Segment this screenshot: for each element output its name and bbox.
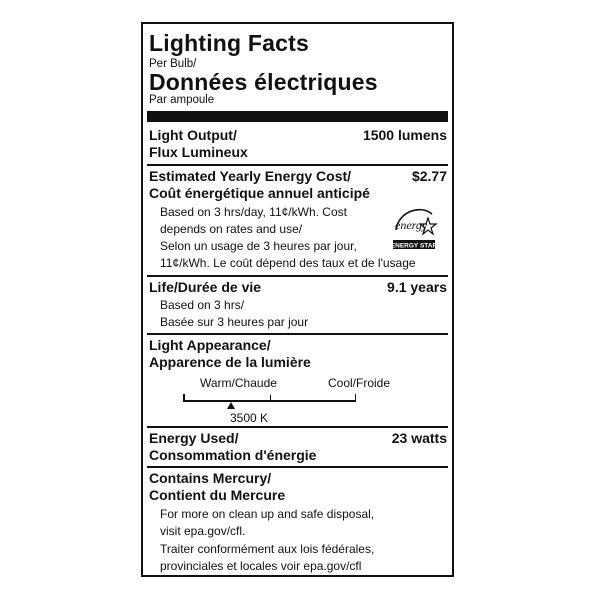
energy-cost-value: $2.77: [411, 168, 447, 184]
divider: [147, 426, 448, 428]
energy-cost-label-en: Estimated Yearly Energy Cost/: [149, 168, 352, 184]
light-output-label-en: Light Output/: [149, 127, 237, 143]
energy-used-value: 23 watts: [391, 430, 447, 446]
warm-label: Warm/Chaude: [200, 376, 277, 390]
mercury-label-fr: Contient du Mercure: [149, 487, 286, 503]
energy-used-label-en: Energy Used/: [149, 430, 239, 446]
mercury-note-2: visit epa.gov/cfl.: [160, 524, 246, 538]
light-output-label-fr: Flux Lumineux: [149, 144, 248, 160]
color-temperature-value: 3500 K: [230, 411, 269, 425]
per-bulb-french: Par ampoule: [149, 94, 215, 106]
header-divider: [147, 111, 448, 122]
per-bulb-english: Per Bulb/: [149, 58, 197, 70]
energy-cost-note-3: Selon un usage de 3 heures par jour,: [160, 239, 357, 253]
title-english: Lighting Facts: [149, 30, 309, 56]
life-label: Life/Durée de vie: [149, 279, 262, 295]
mercury-label-en: Contains Mercury/: [149, 470, 272, 486]
scale-end-tick: [355, 394, 357, 401]
divider: [147, 275, 448, 277]
mercury-note-4: provinciales et locales voir epa.gov/cfl: [160, 559, 362, 573]
mercury-note-1: For more on clean up and safe disposal,: [160, 507, 375, 521]
scale-end-tick: [183, 394, 185, 401]
cool-label: Cool/Froide: [328, 376, 391, 390]
appearance-label-fr: Apparence de la lumière: [149, 354, 311, 370]
energy-star-wordmark: energy: [395, 218, 428, 232]
energy-cost-note-2: depends on rates and use/: [160, 222, 303, 236]
life-value: 9.1 years: [387, 279, 447, 295]
scale-marker-icon: [227, 402, 235, 409]
energy-cost-note-1: Based on 3 hrs/day, 11¢/kWh. Cost: [160, 205, 347, 219]
life-note-2: Basée sur 3 heures par jour: [160, 315, 309, 329]
scale-mid-tick: [270, 395, 272, 401]
mercury-note-3: Traiter conformément aux lois fédérales,: [160, 542, 375, 556]
energy-star-logo: [390, 202, 438, 250]
life-note-1: Based on 3 hrs/: [160, 298, 245, 312]
energy-used-label-fr: Consommation d'énergie: [149, 447, 317, 463]
light-output-value: 1500 lumens: [362, 127, 447, 143]
color-temperature-scale: [183, 390, 356, 410]
energy-star-banner-text: ENERGY STAR: [390, 242, 438, 250]
energy-cost-label-fr: Coût énergétique annuel anticipé: [149, 185, 370, 201]
divider: [147, 164, 448, 166]
energy-cost-note-4: 11¢/kWh. Le coût dépend des taux et de l'usage: [160, 256, 416, 270]
appearance-label-en: Light Appearance/: [149, 337, 271, 353]
title-french: Données électriques: [149, 69, 378, 95]
divider: [147, 466, 448, 468]
divider: [147, 333, 448, 335]
lighting-facts-label: [141, 22, 454, 577]
